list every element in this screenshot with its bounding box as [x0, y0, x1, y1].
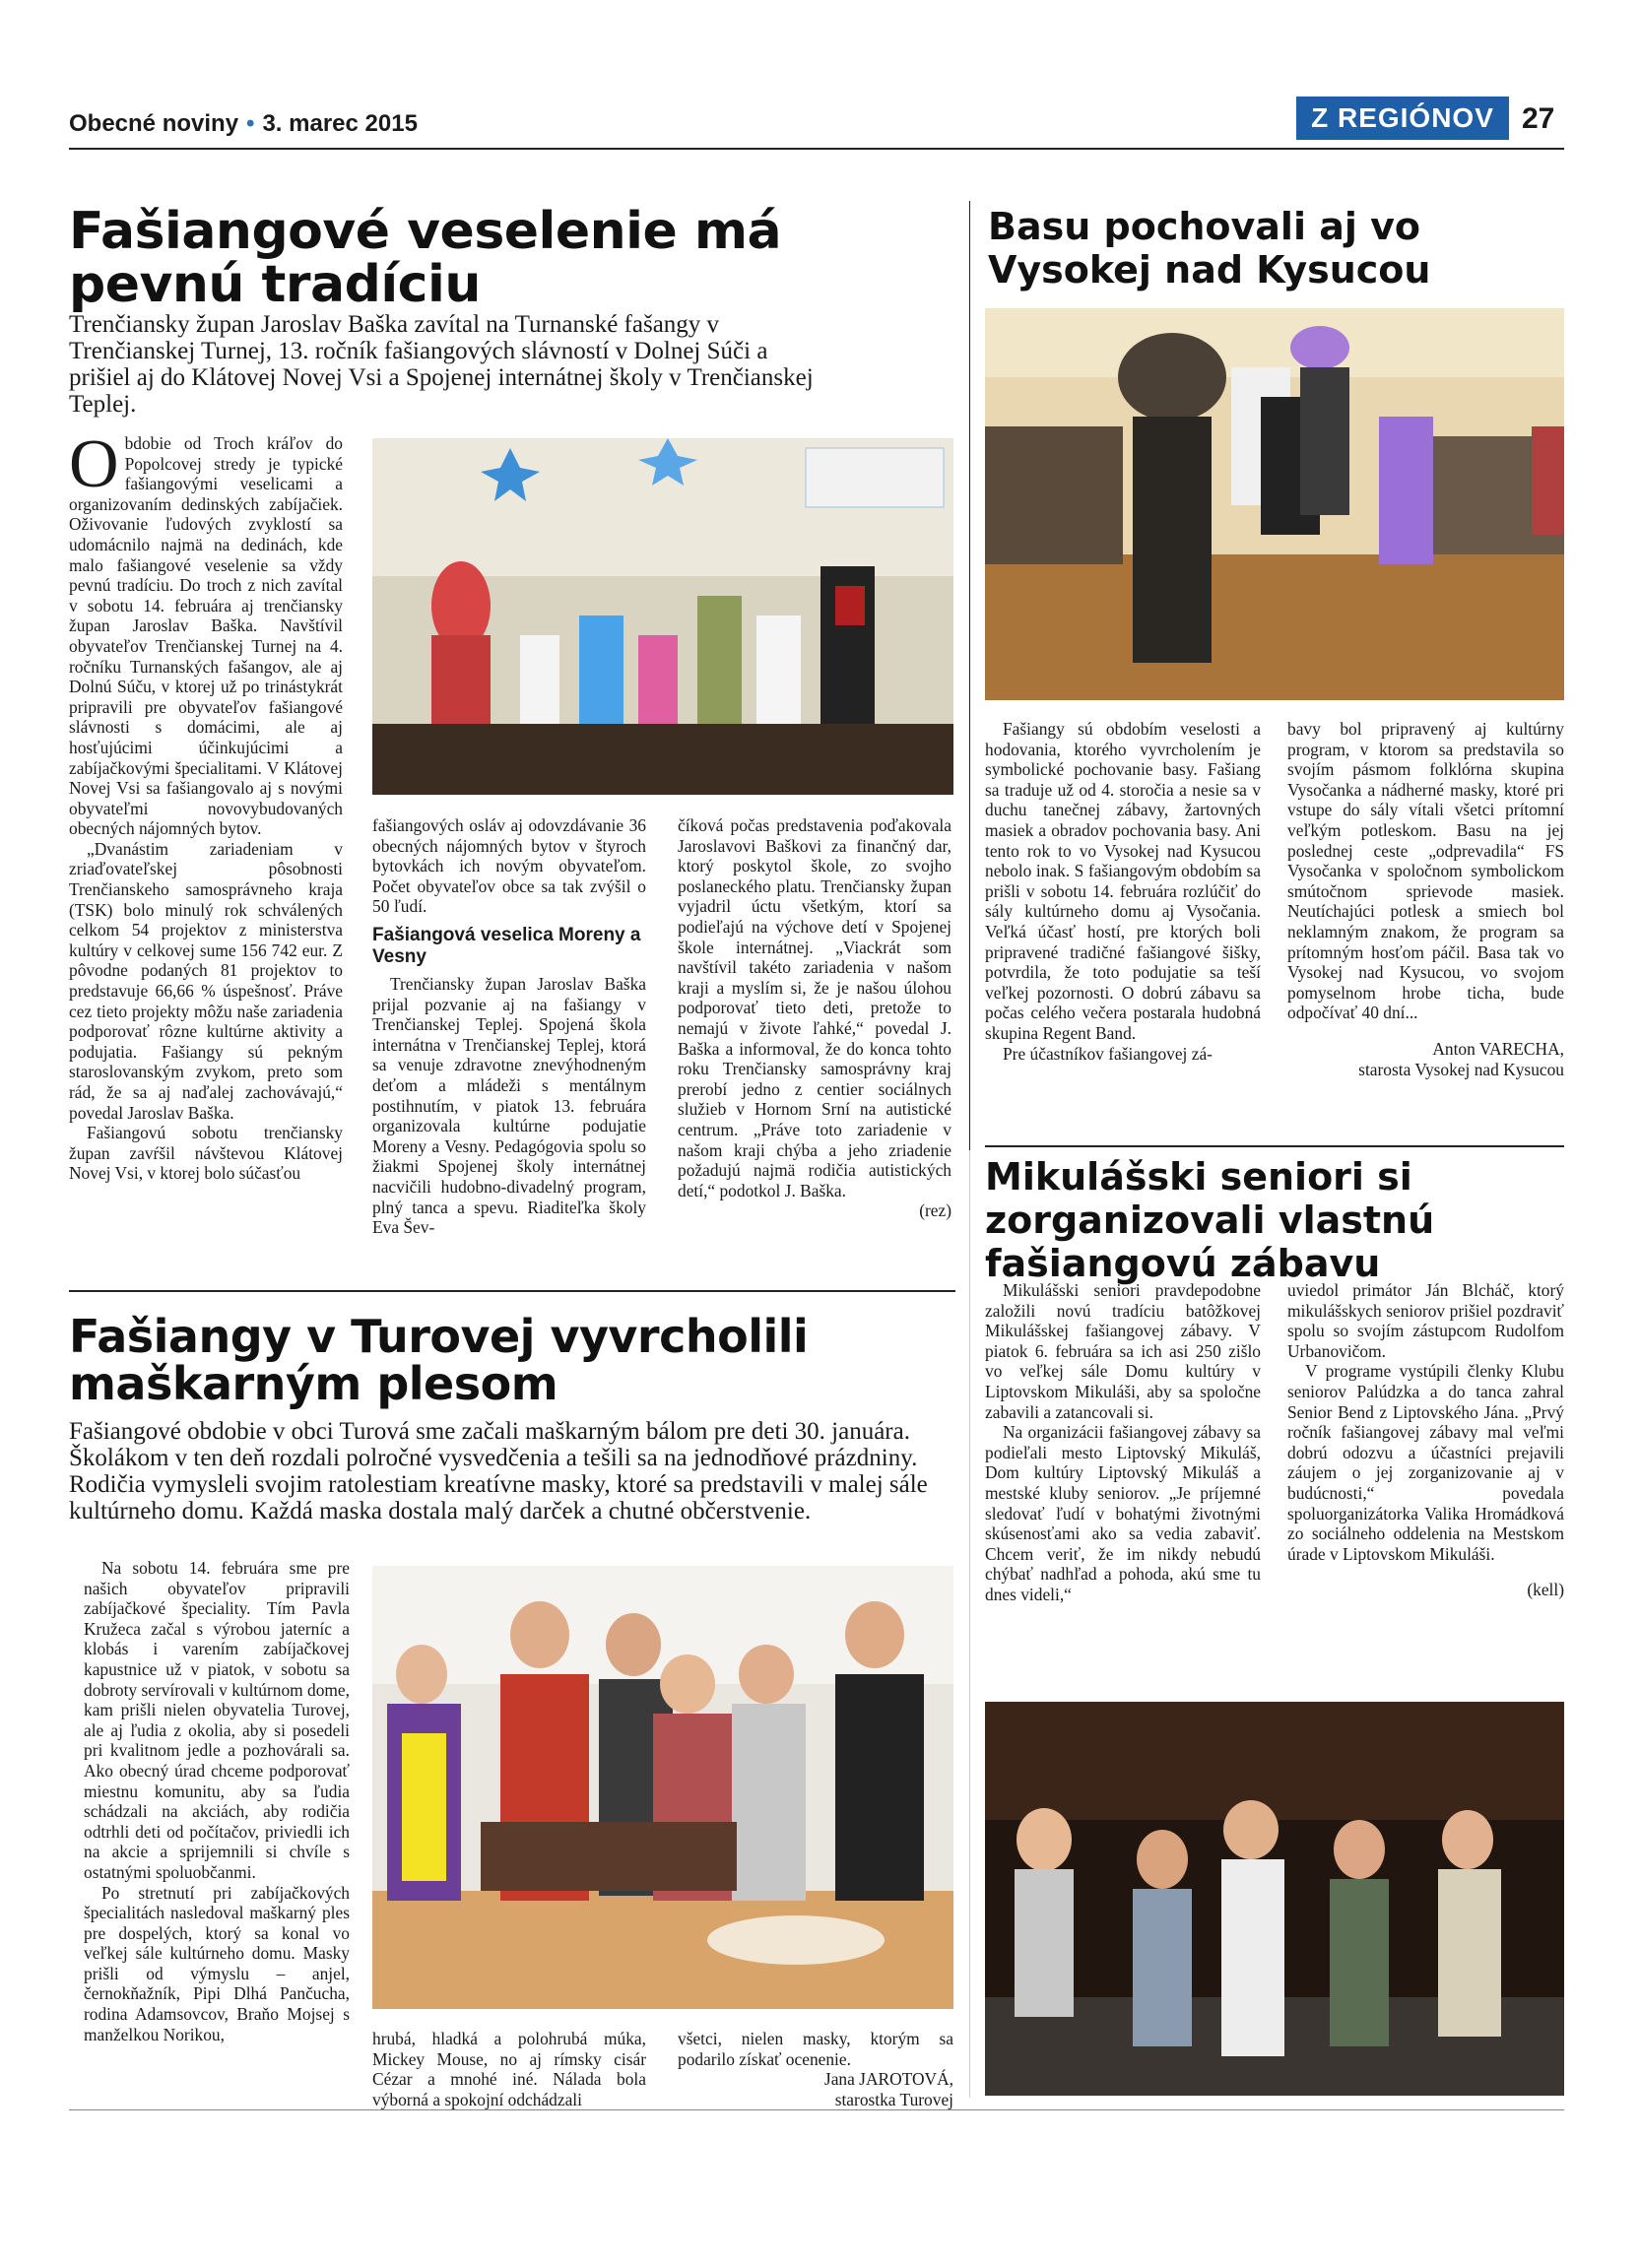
article1-column-2	[372, 815, 646, 1238]
article1-column-1	[69, 426, 343, 1184]
article2-paragraph-3: bavy bol pripravený aj kultúrny program, v ktorom sa predstavila so svojím pásmom folklórna skupina Vysočanka a nádherné masky, ktoré pri vstupe do sály vítali všetci prítomní veľkým potleskom. Basu na jej poslednej ceste „odprevadila“ FS Vysočanka v spoločnom symbolickom smútočnom sprievode masiek. Neutíchajúci potlesk a smiech bol neklamným znakom, že program sa prítomným hosťom páčil. Basa tak vo Vysokej nad Kysucou, vo svojom pomyselnom hrobe ticha, bude odpočívať 40 dní...	[1287, 719, 1564, 1023]
article1-paragraph-2: „Dvanástim zariadeniam v zriaďovateľskej pôsobnosti Trenčianskeho samosprávneho kraja (TSK) bolo minulý rok schválených celkom 54 projektov z ministerstva kultúry v celkovej sume 156 742 eur. Z pôvodne podaných 81 projektov to predstavuje 66,66 % úspešnosť. Práve cez tieto projekty môžu naše zariadenia podporovať rôzne kultúrne aktivity a podujatia. Fašiangy sú pekným staroslovanským zvykom, preto som rád, že sa aj naďalej zachovávajú,“ povedal Jaroslav Baška.	[69, 838, 343, 1123]
article3-paragraph-2: Na organizácii fašiangovej zábavy sa podieľali mesto Liptovský Mikuláš, Dom kultúry Liptovský Mikuláš a mestské kluby seniorov. „Je príjemné sledovať ľudí v bohatými životnými skúsenosťami ako sa vedia zabaviť. Chcem veriť, že im nikdy nebudú chýbať nadhľad a pohoda, akú sme tu dnes videli,“	[985, 1422, 1261, 1604]
article4-paragraph-2: Po stretnutí pri zabíjačkových špecialitách nasledoval maškarný ples pre dospelých, ktorý sa konal vo veľkej sále kultúrneho domu. Masky prišli od výmyslu – anjel, černokňažník, Pipi Dlhá Pančucha, rodina Adamsovcov, Braňo Mojsej s manželkou Norikou,	[84, 1882, 350, 2044]
article4-paragraph-1: Na sobotu 14. februára sme pre našich obyvateľov pripravili zabíjačkové špeciality. Tím Pavla Kružeca začal s výrobou jaterníc a klobás i varením zabíjačkovej kapustnice už v piatok, v sobotu sa dobroty servírovali v kultúrnom dome, kam prišli nielen obyvatelia Turovej, ale aj ľudia z okolia, aby si posedeli pri kvalitnom jedle a pozhovárali sa. Ako obecný úrad chceme podporovať miestnu komunitu, aby sa ľudia schádzali na akciách, aby rodičia odtrhli deti od počítačov, priviedli ich na akcie a sprijemnili si chvíle s ostatnými spoluobčanmi.	[84, 1558, 350, 1882]
article1-paragraph-1: bdobie od Troch kráľov do Popolcovej stredy je typické fašiangovými veselicami a organizovaním dedinských zabíjačiek. Oživovanie ľudových zvyklostí sa udomácnilo najmä na dedinách, kde malo fašiangové veselenie sa vždy pevnú tradíciu. Do troch z nich zavítal v sobotu 14. februára aj trenčiansky župan Jaroslav Baška. Navštívil obyvateľov Trenčianskej Turnej na 4. ročníku Turnanských fašangov, ale aj Dolnú Súču, v ktorej už po trinástykrát pripravili pre obyvateľov fašiangové slávnosti s domácimi, ale aj hosťujúcimi účinkujúcimi a zabíjačkovými špecialitami. V Klátovej Novej Vsi sa fašiangovalo aj s novými obyvateľmi novovybudovaných obecných nájomných bytov.	[69, 433, 343, 839]
article1-paragraph-3: Fašiangovú sobotu trenčiansky župan zavŕšil návštevou Klátovej Novej Vsi, v ktorej bolo súčasťou	[69, 1123, 343, 1184]
article1-signature: (rez)	[919, 1200, 951, 1221]
footer-rule	[69, 2109, 1564, 2110]
article1-column-3	[678, 815, 951, 1221]
article4-column-3	[678, 2029, 953, 2109]
article4-paragraph-4: všetci, nielen masky, ktorým sa podarilo získať ocenenie.	[678, 2029, 953, 2069]
article1-paragraph-4: fašiangových osláv aj odovzdávanie 36 obecných nájomných bytov v štyroch bytovkách ich novým obyvateľom. Počet obyvateľov obce sa tak zvýšil o 50 ľudí.	[372, 815, 646, 917]
photo-pig-slaughter-team	[372, 1566, 953, 2009]
column-divider-top	[969, 201, 970, 1276]
article2-column-1	[985, 719, 1261, 1064]
article1-paragraph-5: Trenčiansky župan Jaroslav Baška prijal pozvanie aj na fašiangy v Trenčianskej Teplej. Spojená škola internátna v Trenčianskej Teplej, ktorá sa venuje zdravotne znevýhodneným deťom a mládeži s mentálnym postihnutím, v piatok 13. februára organizovala kultúrne podujatie Moreny a Vesny. Pedagógovia spolu so žiakmi Spojenej školy internátnej nacvičili hudobno-divadelný program, plný tanca a spevu. Riaditeľka školy Eva Šev-	[372, 973, 646, 1238]
article2-author-role: starosta Vysokej nad Kysucou	[1358, 1059, 1564, 1079]
article4-title: Fašiangy v Turovej vyvrcholili maškarným plesom	[69, 1310, 809, 1410]
article4-author-role: starostka Turovej	[834, 2089, 953, 2109]
article2-author-name: Anton VARECHA,	[1432, 1038, 1564, 1059]
article3-paragraph-4: V programe vystúpili členky Klubu seniorov Palúdzka a do tanca zahral Senior Bend z Liptovského Jána. „Prvý ročník fašiangovej zábavy mal veľmi dobrú odozvu a účastníci prejavili záujem o jej zorganizovanie aj v budúcnosti,“ povedala spoluorganizátorka Valika Hromádková zo sociálneho oddelenia na Mestskom úrade v Liptovskom Mikuláši.	[1287, 1361, 1564, 1564]
photo-performance-stage	[372, 438, 953, 795]
issue-date: 3. marec 2015	[262, 110, 418, 137]
header-separator: •	[246, 110, 255, 137]
article4-column-2	[372, 2029, 646, 2109]
article3-signature: (kell)	[1527, 1580, 1564, 1600]
article2-paragraph-2: Pre účastníkov fašiangovej zá-	[1003, 1043, 1213, 1064]
article3-title: Mikulášski seniori si zorganizovali vlastnú fašiangovú zábavu	[985, 1155, 1435, 1285]
article2-title: Basu pochovali aj vo Vysokej nad Kysucou	[988, 205, 1431, 292]
article3-paragraph-3: uviedol primátor Ján Blcháč, ktorý mikulášskych seniorov prišiel pozdraviť spolu so svojím zástupcom Rudolfom Urbanovičom.	[1287, 1280, 1564, 1361]
header-rule	[69, 148, 1564, 150]
article4-top-rule	[69, 1290, 955, 1292]
photo-seniors-dancing	[985, 1702, 1564, 2096]
photo-masked-dancers	[985, 308, 1564, 700]
article4-column-1	[84, 1558, 350, 2044]
newspaper-name: Obecné noviny	[69, 110, 239, 137]
column-divider-bottom	[969, 1150, 970, 2098]
article4-lead: Fašiangové obdobie v obci Turová sme začali maškarným bálom pre deti 30. januára. Školákom v ten deň rozdali polročné vysvedčenia a tešili sa na jednodňové prázdniny. Rodičia vymysleli svojim ratolestiam kreatívne masky, ktoré sa predstavili v malej sále kultúrneho domu. Každá maska dostala malý darček a chutné občerstvenie.	[69, 1418, 928, 1524]
article3-column-1	[985, 1280, 1261, 1605]
article1-title: Fašiangové veselenie má pevnú tradíciu	[69, 202, 782, 314]
article1-paragraph-6: číková počas predstavenia poďakovala Jaroslavovi Baškovi za finančný dar, ktorý poskytol škole, zo svojho poslaneckého platu. Trenčiansky župan vyjadril úctu všetkým, ktorí sa podieľajú na výchove detí v Spojenej škole internátnej. „Viackrát som navštívil takéto zariadenia v našom kraji a myslím si, že je našou úlohou podporovať tieto deti, pretože to nemajú v živote ľahké,“ povedal J. Baška a informoval, že do konca tohto roku Trenčiansky samosprávny kraj prerobí jedno z centier sociálnych služieb v Hornom Srní na autistické centrum. „Práve toto zariadenie v našom kraji chýba a jeho zriadenie požadujú najmä rodičia autistických detí,“ podotkol J. Baška.	[678, 815, 951, 1200]
drop-cap: O	[69, 426, 119, 502]
section-tag: Z REGIÓNOV	[1296, 97, 1509, 140]
article2-bottom-rule	[985, 1145, 1564, 1147]
article2-paragraph-1: Fašiangy sú obdobím veselosti a hodovania, ktorého vyvrcholením je symbolické pochovanie basy. Fašiang sa traduje už od 4. storočia a nesie sa v duchu tanečnej zábavy, žartovných masiek a obradov pochovania basy. Ani tento rok to vo Vysokej nad Kysucou nebolo inak. S fašiangovým obdobím sa prišli v sobotu 14. februára rozlúčiť do sály kultúrneho domu aj Vysočania. Veľká účasť hostí, pre ktorých boli pripravené tradičné fašiangové šišky, potvrdila, že toto podujatie sa teší veľkej pozornosti. O dobrú zábavu sa počas celého večera postarala hudobná skupina Regent Band.	[985, 719, 1261, 1043]
article3-paragraph-1: Mikulášski seniori pravdepodobne založili novú tradíciu batôžkovej Mikulášskej fašiangovej zábavy. V piatok 6. februára sa ich asi 250 zišlo vo veľkej sále Domu kultúry v Liptovskom Mikuláši, aby sa spoločne zabavili a zatancovali si.	[985, 1280, 1261, 1422]
article4-paragraph-3: hrubá, hladká a polohrubá múka, Mickey Mouse, no aj rímsky cisár Cézar a mnohé iné. Nálada bola výborná a spokojní odchádzali	[372, 2029, 646, 2109]
article3-column-2	[1287, 1280, 1564, 1600]
article1-lead: Trenčiansky župan Jaroslav Baška zavítal na Turnanské fašangy v Trenčianskej Turnej, 13. ročník fašiangových slávností v Dolnej Súči a prišiel aj do Klátovej Novej Vsi a Spojenej internátnej školy v Trenčianskej Teplej.	[69, 311, 814, 418]
article4-author-name: Jana JAROTOVÁ,	[823, 2069, 953, 2090]
page-header-left	[69, 110, 418, 138]
page-number: 27	[1522, 102, 1555, 135]
article1-subheading: Fašiangová veselica Moreny a Vesny	[372, 924, 641, 967]
article2-column-2	[1287, 719, 1564, 1079]
